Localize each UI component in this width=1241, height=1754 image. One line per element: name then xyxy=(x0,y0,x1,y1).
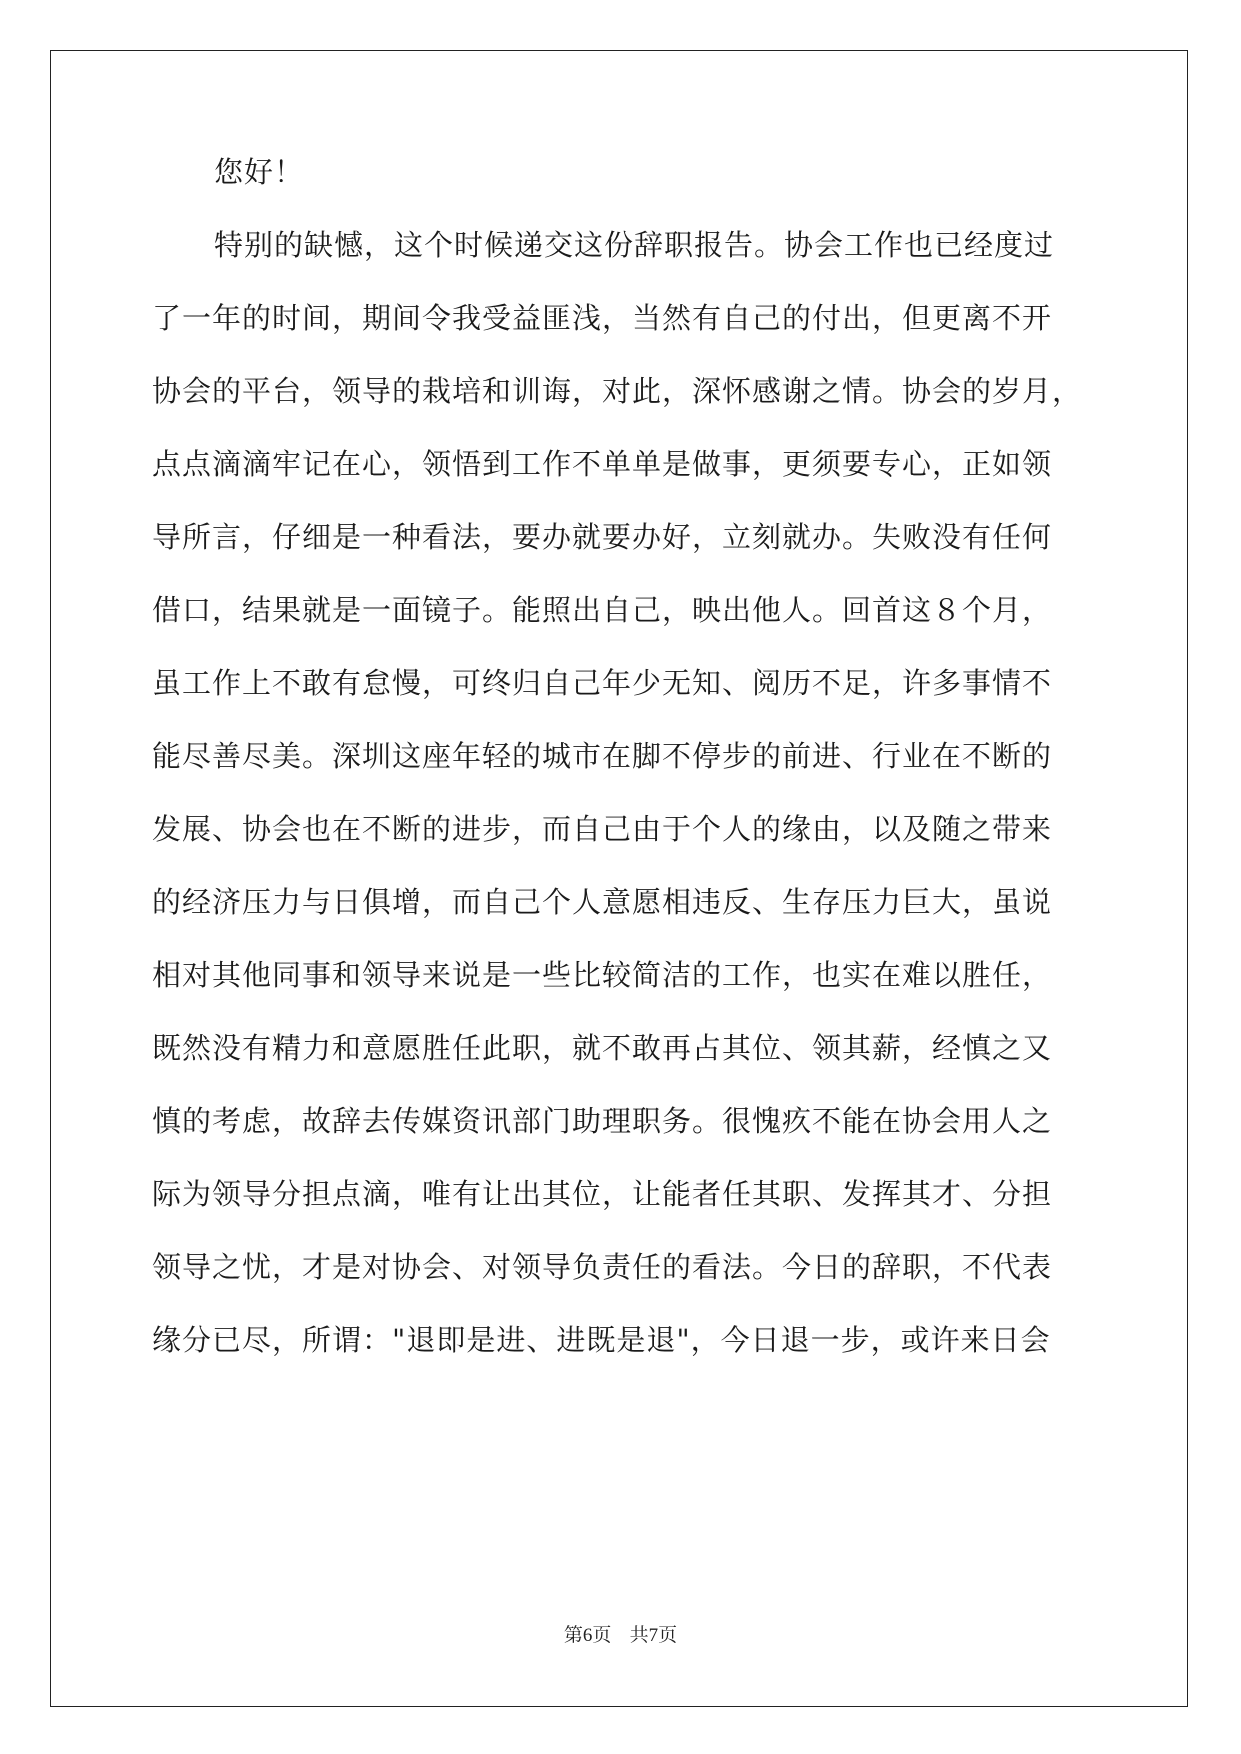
paragraph-line-15: 领导之忧，才是对协会、对领导负责任的看法。今日的辞职，不代表 xyxy=(152,1250,1053,1284)
paragraph-line-12: 既然没有精力和意愿胜任此职，就不敢再占其位、领其薪，经慎之又 xyxy=(152,1031,1053,1065)
paragraph-line-13: 慎的考虑，故辞去传媒资讯部门助理职务。很愧疚不能在协会用人之 xyxy=(152,1104,1053,1138)
total-suffix: 页 xyxy=(658,1624,678,1646)
page-footer xyxy=(0,1620,1241,1647)
paragraph-line-3: 协会的平台，领导的栽培和训诲，对此，深怀感谢之情。协会的岁月， xyxy=(152,374,1083,408)
total-pages: 7 xyxy=(648,1625,659,1646)
paragraph-line-11: 相对其他同事和领导来说是一些比较简洁的工作，也实在难以胜任， xyxy=(152,958,1053,992)
paragraph-line-16: 缘分已尽，所谓："退即是进、进既是退"，今日退一步，或许来日会 xyxy=(152,1323,1051,1357)
page-prefix: 第 xyxy=(563,1624,583,1646)
paragraph-line-6: 借口，结果就是一面镜子。能照出自己，映出他人。回首这８个月， xyxy=(152,593,1053,627)
paragraph-line-2: 了一年的时间，期间令我受益匪浅，当然有自己的付出，但更离不开 xyxy=(152,301,1053,335)
paragraph-line-7: 虽工作上不敢有怠慢，可终归自己年少无知、阅历不足，许多事情不 xyxy=(152,666,1053,700)
paragraph-line-5: 导所言，仔细是一种看法，要办就要办好，立刻就办。失败没有任何 xyxy=(152,520,1053,554)
page-number: 6 xyxy=(582,1625,593,1646)
page-suffix: 页 xyxy=(592,1624,612,1646)
paragraph-line-10: 的经济压力与日俱增，而自己个人意愿相违反、生存压力巨大，虽说 xyxy=(152,885,1053,919)
paragraph-line-9: 发展、协会也在不断的进步，而自己由于个人的缘由，以及随之带来 xyxy=(152,812,1053,846)
paragraph-line-4: 点点滴滴牢记在心，领悟到工作不单单是做事，更须要专心，正如领 xyxy=(152,447,1053,481)
paragraph-line-14: 际为领导分担点滴，唯有让出其位，让能者任其职、发挥其才、分担 xyxy=(152,1177,1053,1211)
greeting-line: 您好！ xyxy=(214,155,305,189)
total-prefix: 共 xyxy=(629,1624,649,1646)
paragraph-line-8: 能尽善尽美。深圳这座年轻的城市在脚不停步的前进、行业在不断的 xyxy=(152,739,1053,773)
paragraph-line-1: 特别的缺憾，这个时候递交这份辞职报告。协会工作也已经度过 xyxy=(214,228,1055,262)
